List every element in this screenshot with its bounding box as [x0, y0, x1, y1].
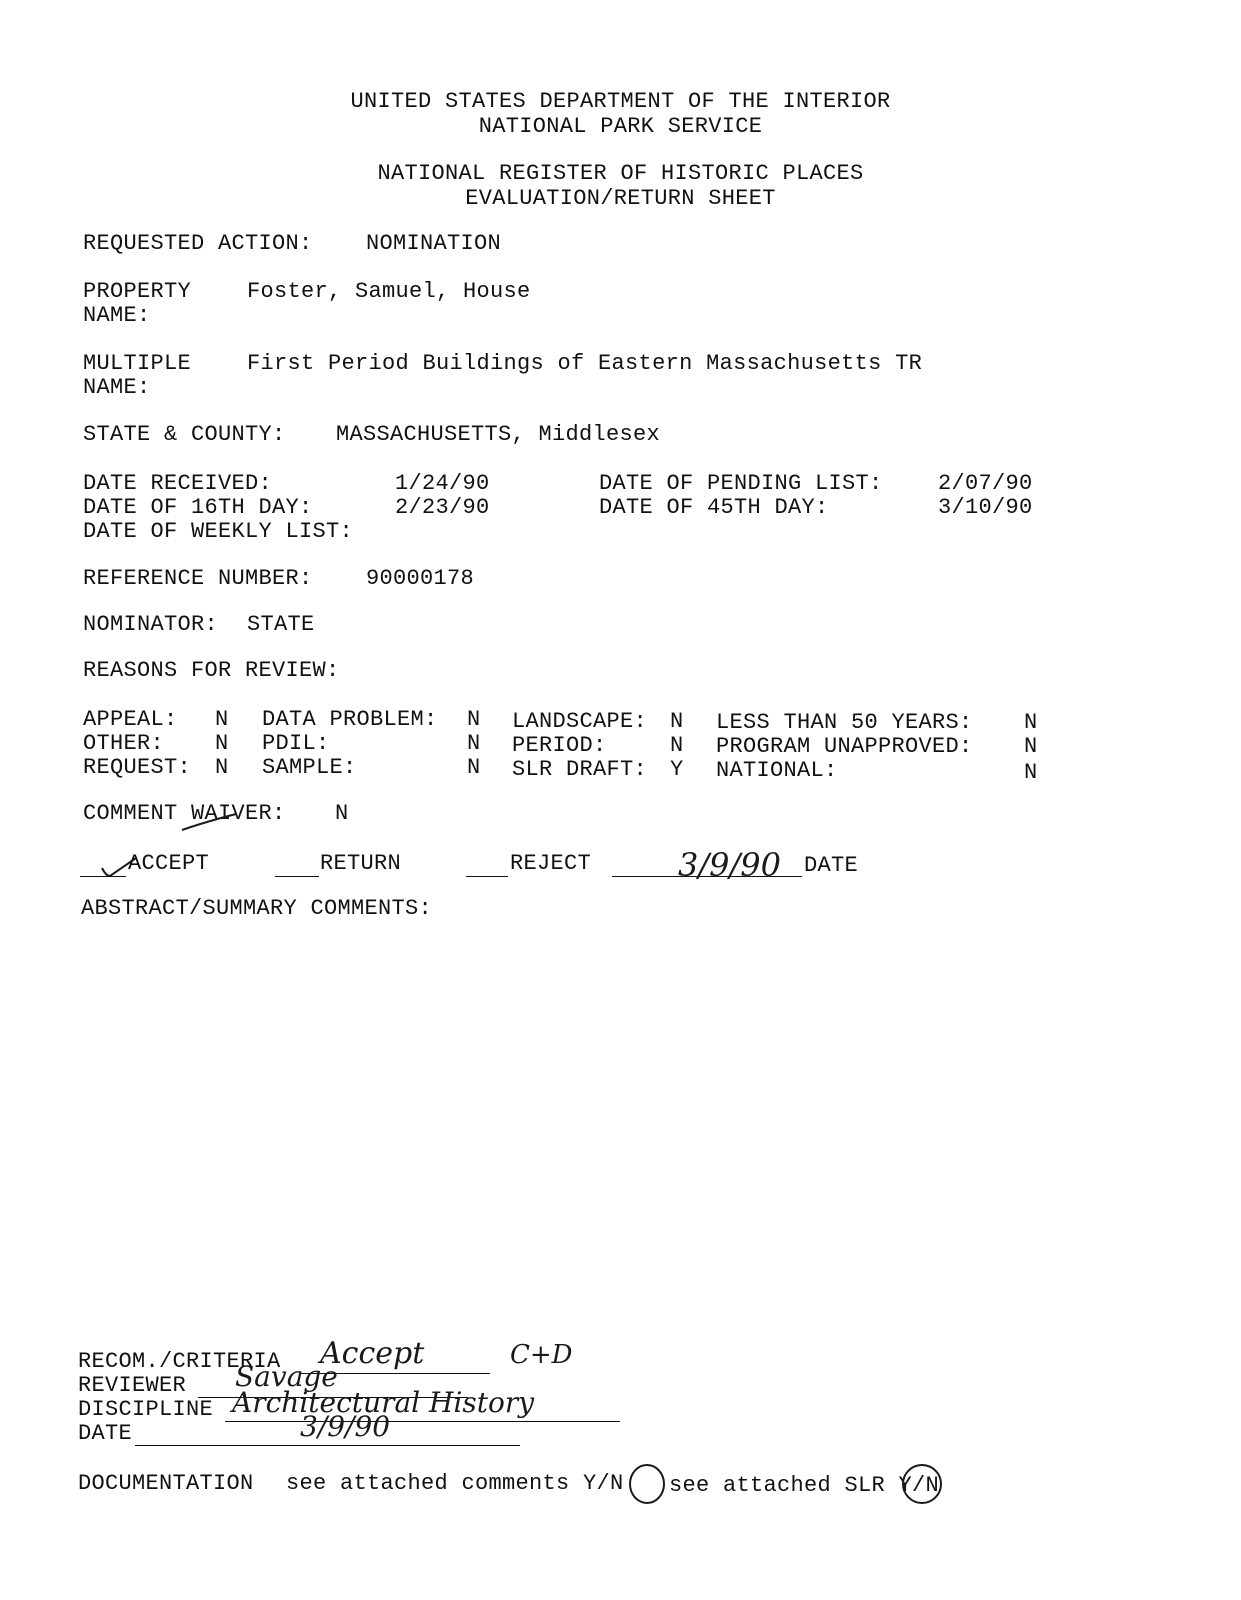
attached-comments-text: see attached comments Y/N [286, 1471, 624, 1496]
requested-action-value: NOMINATION [366, 231, 502, 256]
data-problem-label: DATA PROBLEM: [262, 707, 438, 732]
reasons-for-review-label: REASONS FOR REVIEW: [83, 658, 340, 683]
slr-draft-value: Y [670, 757, 684, 782]
appeal-label: APPEAL: [83, 707, 178, 732]
data-problem-value: N [467, 707, 481, 732]
multiple-name-label: NAME: [83, 375, 151, 400]
discipline-label: DISCIPLINE [78, 1397, 214, 1422]
requested-action-label: REQUESTED ACTION: [83, 231, 313, 256]
documentation-label: DOCUMENTATION [78, 1471, 254, 1496]
date-weekly-list-label: DATE OF WEEKLY LIST: [83, 519, 354, 544]
signoff-date-label: DATE [78, 1421, 133, 1446]
decision-date-handwritten: 3/9/90 [678, 846, 781, 884]
stray-pen-mark [180, 812, 240, 832]
reject-label: REJECT [510, 851, 592, 876]
slr-draft-label: SLR DRAFT: [512, 757, 648, 782]
comments-n-circle [626, 1462, 670, 1506]
period-label: PERIOD: [512, 733, 607, 758]
landscape-value: N [670, 709, 684, 734]
other-label: OTHER: [83, 731, 165, 756]
accept-label: ACCEPT [128, 851, 210, 876]
date-received-value: 1/24/90 [395, 471, 490, 496]
state-county-label: STATE & COUNTY: [83, 422, 286, 447]
pdil-label: PDIL: [262, 731, 330, 756]
less-than-50-years-value: N [1024, 710, 1038, 735]
slr-y-circle [900, 1462, 944, 1506]
comment-waiver-value: N [335, 801, 349, 826]
national-value: N [1024, 760, 1038, 785]
reviewer-label: REVIEWER [78, 1373, 187, 1398]
sample-label: SAMPLE: [262, 755, 357, 780]
attached-slr-text: see attached SLR Y/N [669, 1473, 940, 1498]
date-received-label: DATE RECEIVED: [83, 471, 273, 496]
less-than-50-years-label: LESS THAN 50 YEARS: [716, 710, 973, 735]
date-16th-day-value: 2/23/90 [395, 495, 490, 520]
request-label: REQUEST: [83, 755, 192, 780]
date-45th-day-value: 3/10/90 [938, 495, 1033, 520]
date-45th-day-label: DATE OF 45TH DAY: [599, 495, 829, 520]
reference-number-label: REFERENCE NUMBER: [83, 566, 313, 591]
date-pending-list-value: 2/07/90 [938, 471, 1033, 496]
period-value: N [670, 733, 684, 758]
criteria-value-handwritten: C+D [510, 1340, 573, 1370]
discipline-value-handwritten: Architectural History [232, 1386, 535, 1419]
decision-date-label: DATE [804, 853, 859, 878]
reject-blank[interactable] [466, 876, 508, 877]
agency-title: UNITED STATES DEPARTMENT OF THE INTERIOR [350, 89, 891, 114]
abstract-comments-label: ABSTRACT/SUMMARY COMMENTS: [81, 896, 433, 921]
form-subtitle: EVALUATION/RETURN SHEET [465, 186, 776, 211]
state-county-value: MASSACHUSETTS, Middlesex [336, 422, 661, 447]
nominator-label: NOMINATOR: [83, 612, 219, 637]
reviewer-signature: Savage [235, 1360, 338, 1393]
return-label: RETURN [320, 851, 402, 876]
signoff-date-handwritten: 3/9/90 [300, 1410, 391, 1443]
landscape-label: LANDSCAPE: [512, 709, 648, 734]
request-value: N [215, 755, 229, 780]
reference-number-value: 90000178 [366, 566, 475, 591]
agency-subtitle: NATIONAL PARK SERVICE [478, 114, 763, 139]
property-name-value: Foster, Samuel, House [247, 279, 531, 304]
return-blank[interactable] [275, 876, 319, 877]
form-title: NATIONAL REGISTER OF HISTORIC PLACES [377, 161, 864, 186]
comment-waiver-label: COMMENT WAIVER: [83, 801, 286, 826]
program-unapproved-label: PROGRAM UNAPPROVED: [716, 734, 973, 759]
nominator-value: STATE [247, 612, 315, 637]
discipline-line[interactable] [225, 1421, 620, 1422]
date-16th-day-label: DATE OF 16TH DAY: [83, 495, 313, 520]
date-pending-list-label: DATE OF PENDING LIST: [599, 471, 883, 496]
pdil-value: N [467, 731, 481, 756]
sample-value: N [467, 755, 481, 780]
national-label: NATIONAL: [716, 758, 838, 783]
program-unapproved-value: N [1024, 734, 1038, 759]
multiple-name-value: First Period Buildings of Eastern Massachusetts TR [247, 351, 923, 376]
other-value: N [215, 731, 229, 756]
property-name-label: NAME: [83, 303, 151, 328]
signoff-date-line[interactable] [135, 1445, 520, 1446]
recom-criteria-label: RECOM./CRITERIA [78, 1349, 281, 1374]
recom-value-handwritten: Accept [320, 1336, 425, 1371]
multiple-label: MULTIPLE [83, 351, 192, 376]
property-label: PROPERTY [83, 279, 192, 304]
appeal-value: N [215, 707, 229, 732]
